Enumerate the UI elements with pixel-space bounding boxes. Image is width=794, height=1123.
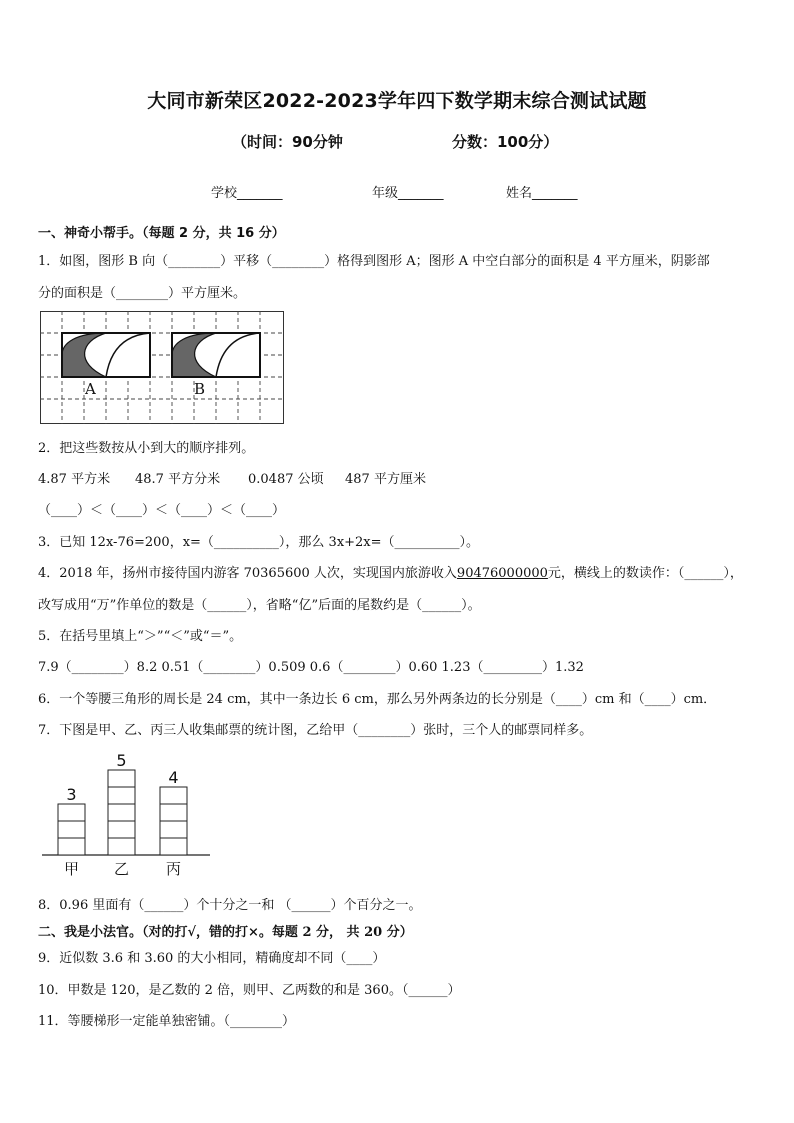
q4-line1-post: 元，横线上的数读作：（______）， [547, 566, 743, 581]
shape-b [172, 333, 260, 377]
school-field: 学校_______ [211, 186, 283, 201]
exam-time: （时间：90分钟 [232, 133, 343, 151]
section1-heading: 一、神奇小帮手。（每题 2 分，共 16 分） [38, 226, 285, 241]
bar-cell-乙-2 [108, 821, 135, 838]
q2-line3: （____）＜（____）＜（____）＜（____） [38, 503, 286, 518]
q2-item-4: 487 平方厘米 [345, 472, 426, 487]
q4-line1-pre: 4．2018 年，扬州市接待国内游客 70365600 人次，实现国内旅游收入 [38, 566, 457, 581]
bar-cell-丙-4 [160, 787, 187, 804]
q5-line2: 7.9（________）8.2 0.51（________）0.509 0.6（________）0.60 1.23（_________）1.32 [38, 660, 584, 675]
shape-a [62, 333, 150, 377]
q2-item-2: 48.7 平方分米 [135, 472, 221, 487]
q8-line: 8．0.96 里面有（______）个十分之一和 （______）个百分之一。 [38, 898, 422, 913]
q2-item-1: 4.87 平方米 [38, 472, 111, 487]
exam-score: 分数：100分） [452, 133, 559, 151]
q11-line: 11．等腰梯形一定能单独密铺。（________） [38, 1014, 296, 1029]
name-field: 姓名_______ [506, 186, 578, 201]
q4-underlined-number: 90476000000 [456, 566, 548, 581]
category-label: 乙 [113, 860, 130, 878]
q4-line2: 改写成用“万”作单位的数是（______），省略“亿”后面的尾数约是（______）。 [38, 598, 481, 613]
bar-cell-乙-1 [108, 838, 135, 855]
q5-line1: 5．在括号里填上“＞”“＜”或“＝”。 [38, 629, 243, 644]
section2-heading: 二、我是小法官。（对的打√，错的打×。每题 2 分， 共 20 分） [38, 925, 413, 940]
q6-line: 6．一个等腰三角形的周长是 24 cm，其中一条边长 6 cm，那么另外两条边的长分别是（____）cm 和（____）cm． [38, 692, 717, 707]
grade-field: 年级_______ [372, 186, 444, 201]
q1-line2: 分的面积是（________）平方厘米。 [38, 286, 247, 301]
bar-cell-乙-4 [108, 787, 135, 804]
bar-value-label: 3 [66, 785, 77, 804]
q3-line: 3．已知 12x-76=200，x=（__________），那么 3x+2x=（__________）。 [38, 535, 480, 550]
label-a: A [85, 380, 96, 398]
category-label: 甲 [63, 860, 80, 878]
category-label: 丙 [165, 860, 182, 878]
stamp-chart [40, 748, 212, 880]
label-b: B [194, 380, 206, 398]
q10-line: 10．甲数是 120，是乙数的 2 倍，则甲、乙两数的和是 360。（______） [38, 983, 461, 998]
page-title: 大同市新荣区2022-2023学年四下数学期末综合测试试题 [147, 90, 647, 112]
bar-cell-甲-1 [58, 838, 85, 855]
q2-item-3: 0.0487 公顷 [248, 472, 324, 487]
q4-line1 [38, 562, 743, 581]
bar-value-label: 4 [168, 768, 179, 787]
bar-cell-丙-1 [160, 838, 187, 855]
bar-cell-丙-3 [160, 804, 187, 821]
q2-line1: 2．把这些数按从小到大的顺序排列。 [38, 441, 255, 456]
bar-cell-丙-2 [160, 821, 187, 838]
q9-line: 9．近似数 3.6 和 3.60 的大小相同，精确度却不同（____） [38, 951, 386, 966]
q1-grid-figure [40, 311, 285, 425]
bar-value-label: 5 [116, 751, 127, 770]
q1-line1: 1．如图，图形 B 向（________）平移（________）格得到图形 A；图形 A 中空白部分的面积是 4 平方厘米，阴影部 [38, 254, 710, 269]
bar-cell-甲-3 [58, 804, 85, 821]
bar-cell-乙-3 [108, 804, 135, 821]
bar-cell-甲-2 [58, 821, 85, 838]
q7-line1: 7．下图是甲、乙、丙三人收集邮票的统计图，乙给甲（________）张时，三个人的邮票同样多。 [38, 723, 593, 738]
bar-cell-乙-5 [108, 770, 135, 787]
